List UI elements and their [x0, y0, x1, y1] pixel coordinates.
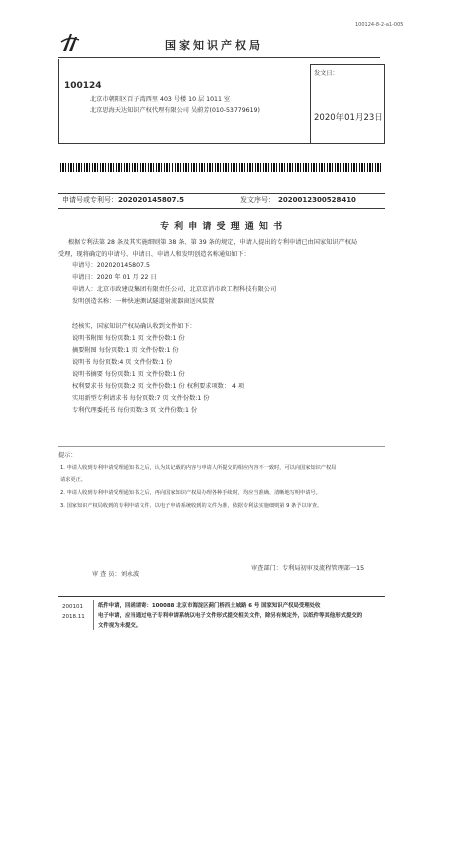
field-label: 申请日： [72, 274, 97, 281]
reviewer-name: 刘永波 [120, 571, 140, 578]
department-name: 专利局初审及流程管理部一15 [281, 565, 365, 572]
field-value: 北京市政建设集团有限责任公司，北京京消市政工程科技有限公司 [96, 286, 277, 293]
address-line-1: 北京市朝阳区百子湾西里 403 号楼 10 层 1011 室 [90, 96, 231, 103]
footer-code-1: 200101 [62, 604, 83, 610]
footer-code-2: 2018.11 [62, 614, 85, 620]
file-item: 摘要附图 每份页数:1 页 文件份数:1 份 [72, 347, 179, 354]
note-item: 请求更正。 [60, 477, 86, 483]
footer-text-3: 文件视为未提交。 [98, 623, 142, 629]
intro-line-2: 受理，现将确定的申请号、申请日、申请人和发明创造名称通知如下： [58, 251, 250, 258]
intro-line-1: 根据专利法第 28 条及其实施细则第 38 条、第 39 条的规定，申请人提出的专利申请已由国家知识产权局 [68, 239, 358, 246]
field-label: 申请人： [72, 286, 97, 293]
file-item: 说明书附图 每份页数:1 页 文件份数:1 份 [72, 335, 185, 342]
note-item: 2. 申请人收到专利申请受理通知书之后，再向国家知识产权局办理各种手续时，均应当准确、清晰地写明申请号。 [60, 490, 321, 496]
address-line-2: 北京思海天达知识产权代理有限公司 吴蔚芳(010-53779619) [90, 107, 260, 114]
header-title: 国家知识产权局 [165, 39, 263, 52]
application-number-label: 申请号或专利号： [62, 196, 118, 204]
field-applicant [72, 287, 276, 293]
file-item: 专利代理委托书 每份页数:3 页 文件份数:1 份 [72, 407, 198, 414]
field-value: 一种快速测试隧道射流器窗送风装置 [115, 298, 215, 305]
issue-date-value: 2020年01月23日 [314, 113, 383, 123]
cnipa-logo-icon [60, 31, 80, 53]
barcode-right [175, 163, 383, 172]
notice-title: 专 利 申 请 受 理 通 知 书 [160, 222, 284, 232]
reviewer-label: 审 查 员： [92, 571, 121, 578]
field-label: 发明创造名称： [72, 298, 116, 305]
footer-text-1: 纸件申请，回函请寄：100088 北京市海淀区蓟门桥西土城路 6 号 国家知识产权局受理处收 [98, 603, 321, 609]
field-value: 2020 年 01 月 22 日 [96, 274, 157, 281]
document-code: 100124-8-2-a1-005 [355, 22, 404, 28]
note-item: 1. 申请人收到专利申请受理通知书之后，认为其记载的内容与申请人所提交的相应内容不一致时，可以向国家知识产权局 [60, 465, 337, 471]
field-value: 202020145807.5 [96, 262, 150, 269]
file-item: 说明书摘要 每份页数:1 页 文件份数:1 份 [72, 371, 185, 378]
field-application-date [72, 275, 157, 281]
department-label: 审查部门： [251, 565, 282, 572]
footer-text-2: 电子申请，应当通过电子专利申请系统以电子文件形式提交相关文件，除另有规定外，以纸件等其他形式提交的 [98, 613, 363, 619]
field-invention-title [72, 299, 214, 305]
field-application-number [72, 263, 150, 269]
postcode: 100124 [64, 81, 102, 91]
department [251, 566, 364, 572]
reviewer [92, 572, 139, 578]
serial-number: 2020012300528410 [278, 196, 356, 204]
barcode-left [60, 163, 173, 172]
field-label: 申请号： [72, 262, 97, 269]
serial-number-label: 发文序号： [240, 196, 275, 204]
note-item: 3. 国家知识产权局收到的专利申请文件，以电子申请系统收到的文件为准，依据专利法实施细则第 9 条予以审查。 [60, 503, 323, 509]
application-number: 202020145807.5 [118, 196, 184, 204]
file-item: 说明书 每份页数:4 页 文件份数:1 份 [72, 359, 173, 366]
notes-header: 提示： [58, 452, 77, 459]
file-item: 权利要求书 每份页数:2 页 文件份数:1 份 权利要求项数： 4 项 [72, 383, 245, 390]
file-item: 实用新型专利请求书 每份页数:7 页 文件份数:1 份 [72, 395, 210, 402]
issue-date-label: 发文日： [314, 70, 339, 77]
files-header: 经核实，国家知识产权局确认收到文件如下： [72, 323, 196, 330]
